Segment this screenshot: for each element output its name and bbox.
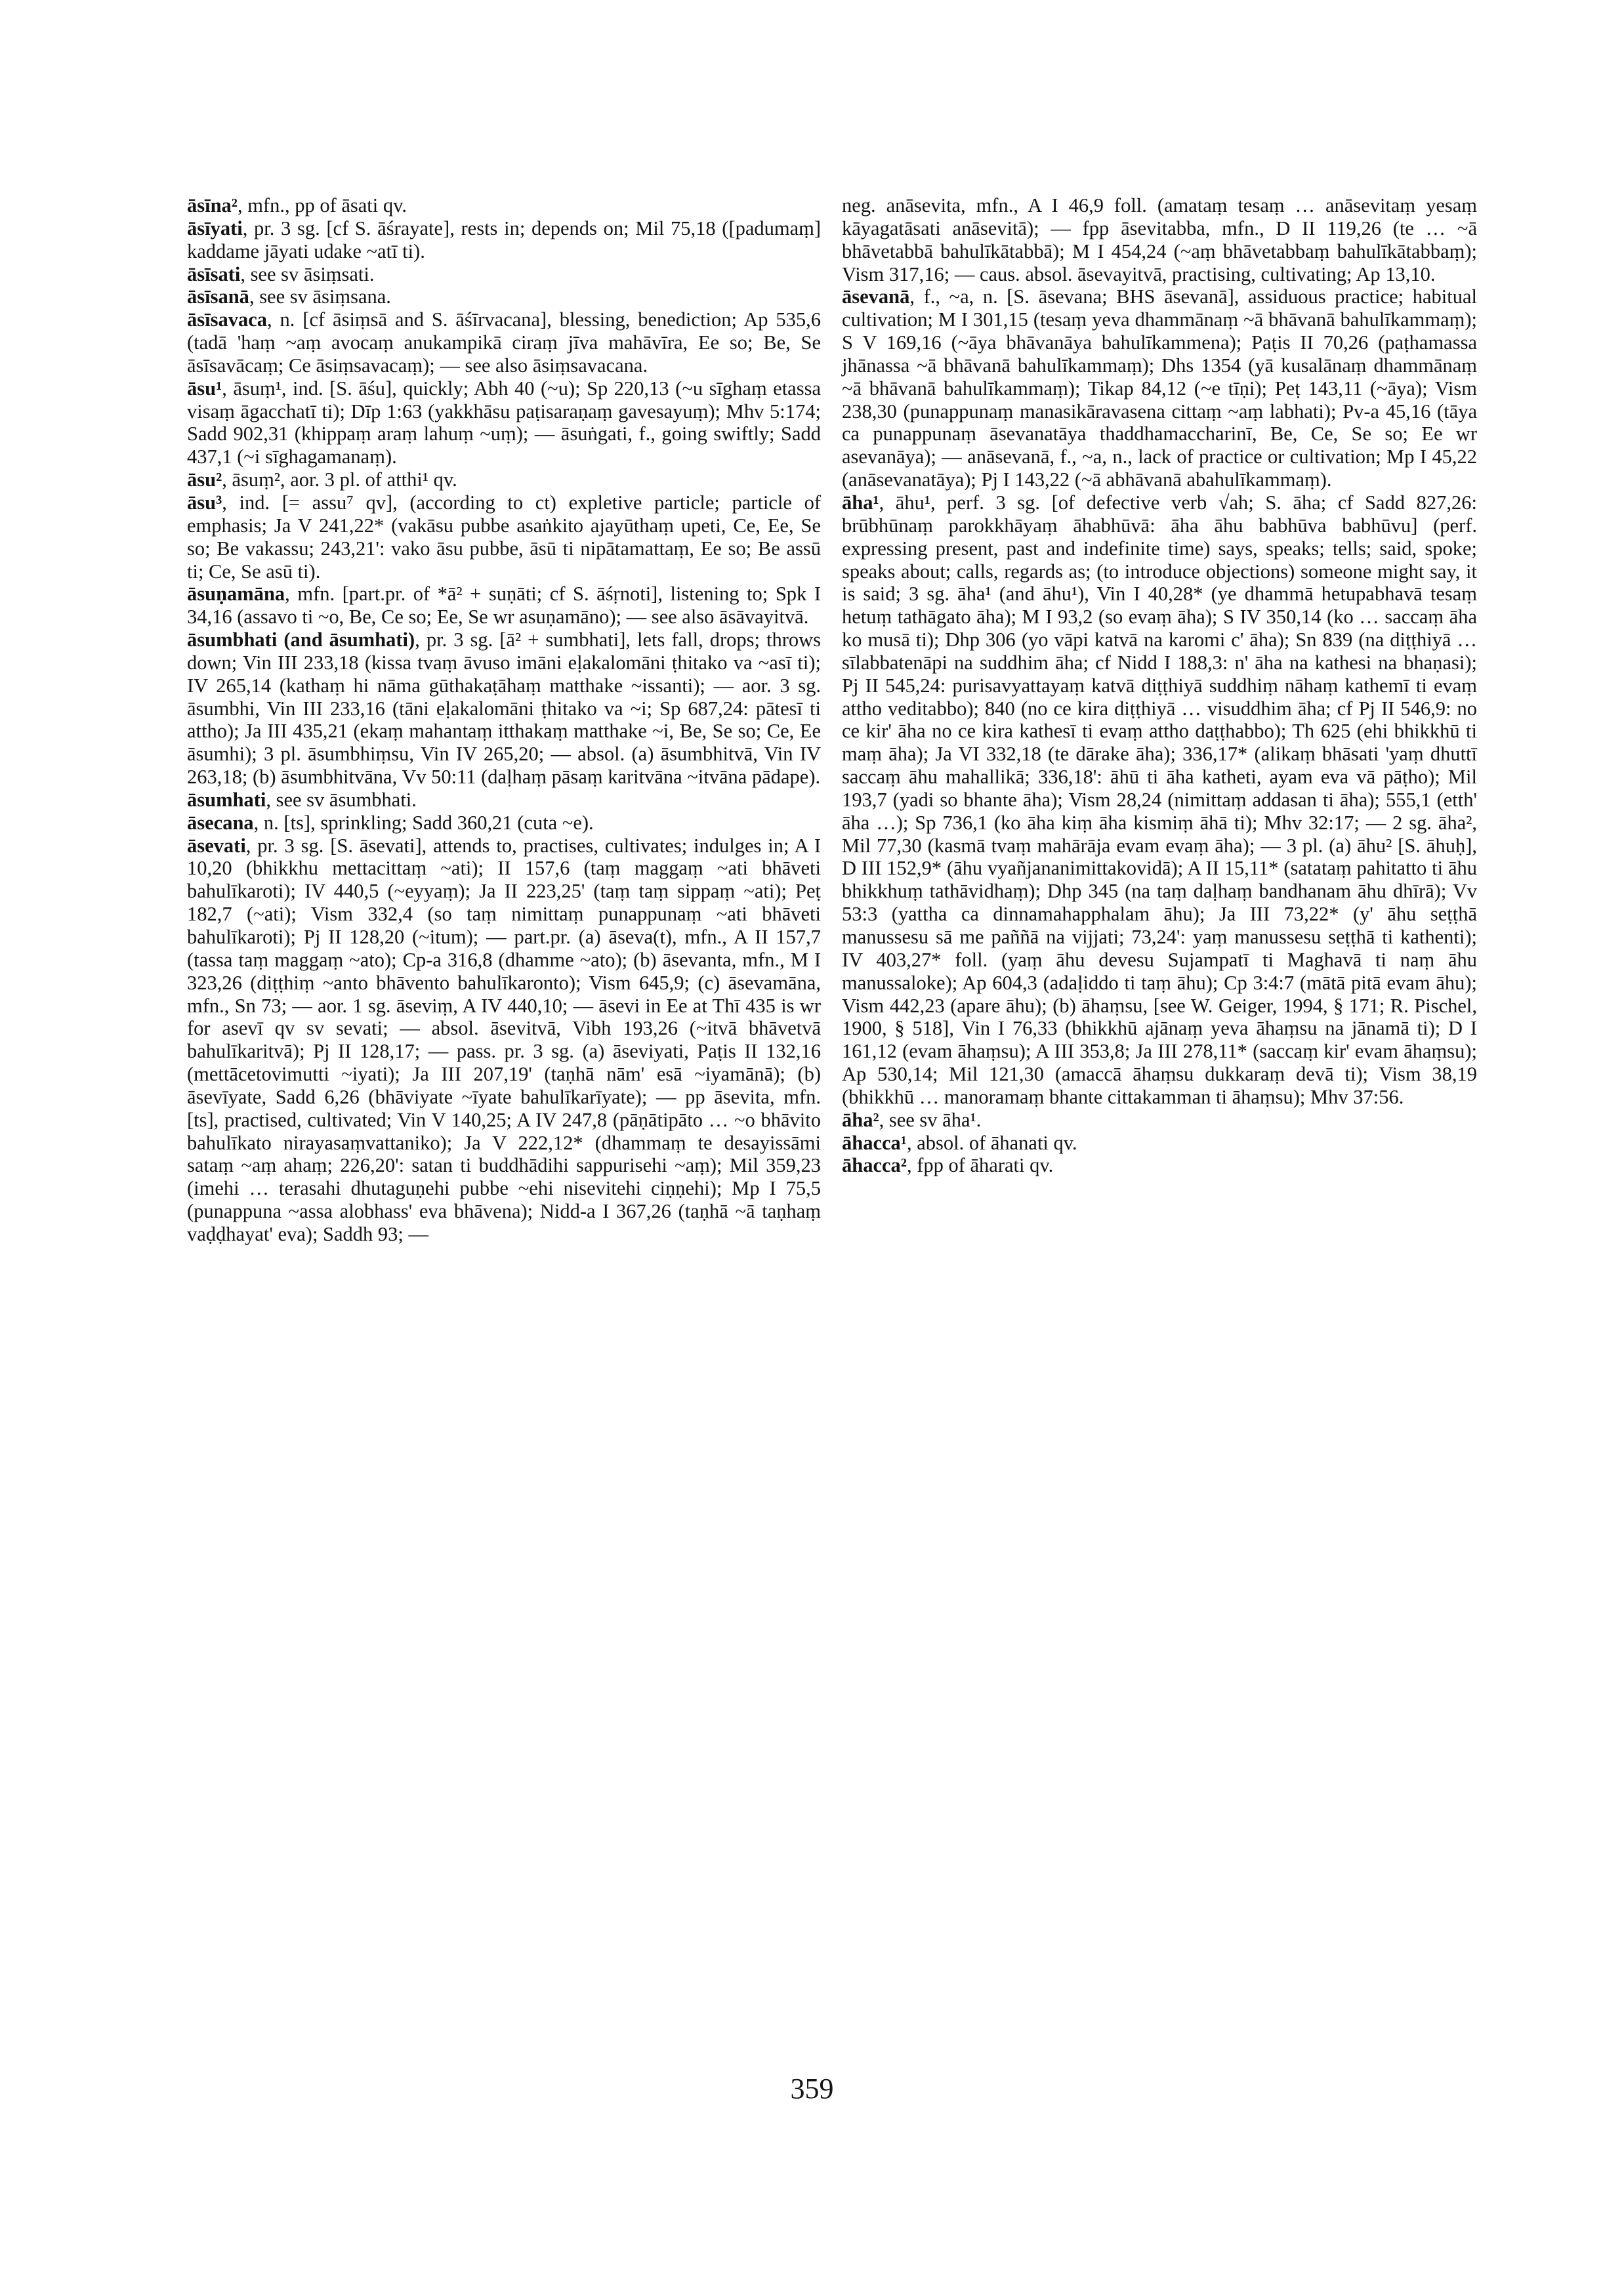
headword: āsuṇamāna	[187, 583, 285, 606]
dictionary-entry: āsu², āsuṃ², aor. 3 pl. of atthi¹ qv.	[187, 468, 457, 491]
headword: āsu²	[187, 468, 222, 491]
dictionary-entry: āsecana, n. [ts], sprinkling; Sadd 360,21 (cuta ~e).	[187, 811, 594, 834]
dictionary-entry: āsu³, ind. [= assu⁷ qv], (according to ct) expletive particle; particle of emphasis; Ja V 241,22* (vakāsu pubbe asaṅkito ajayūthaṃ upeti, Ce, Ee, Se so; Be vakassu; 243,21': vako āsu pubbe, āsū ti nipātamattaṃ, Ee so; Be assū ti; Ce, Se asū ti).	[187, 491, 821, 583]
headword: āsumhati	[187, 788, 266, 811]
headword: āsīsanā	[187, 285, 249, 308]
dictionary-entry: āha², see sv āha¹.	[842, 1108, 982, 1131]
headword: āsu³	[187, 491, 222, 514]
headword: āha²	[842, 1108, 879, 1131]
dictionary-entry: āsu¹, āsuṃ¹, ind. [S. āśu], quickly; Abh 40 (~u); Sp 220,13 (~u sīghaṃ etassa visaṃ āgacchatī ti); Dīp 1:63 (yakkhāsu paṭisaraṇaṃ gavesayuṃ); Mhv 5:174; Sadd 902,31 (khippaṃ araṃ lahuṃ ~uṃ); — āsuṅgati, f., going swiftly; Sadd 437,1 (~i sīghagamanaṃ).	[187, 377, 821, 468]
dictionary-entry: āhacca¹, absol. of āhanati qv.	[842, 1131, 1077, 1154]
dictionary-entry: āsīsavaca, n. [cf āsiṃsā and S. āśīrvacana], blessing, benediction; Ap 535,6 (tadā 'haṃ ~aṃ avocaṃ anukampikā ciraṃ jīva mahāvīra, Ee so; Be, Se āsīsavācaṃ; Ce āsiṃsavacaṃ); — see also āsiṃsavacana.	[187, 308, 821, 377]
dictionary-entry: āsevati, pr. 3 sg. [S. āsevati], attends to, practises, cultivates; indulges in; A I 10,20 (bhikkhu mettacittaṃ ~ati); II 157,6 (taṃ maggaṃ ~ati bhāveti bahulīkaroti); IV 440,5 (~eyyaṃ); Ja II 223,25' (taṃ taṃ sippaṃ ~ati); Peṭ 182,7 (~ati); Vism 332,4 (so taṃ nimittaṃ punappunaṃ ~ati bhāveti bahulīkaroti); Pj II 128,20 (~itum); — part.pr. (a) āseva(t), mfn., A II 157,7 (tassa taṃ maggaṃ ~ato); Cp-a 316,8 (dhamme ~ato); (b) āsevanta, mfn., M I 323,26 (diṭṭhiṃ ~anto bhāvento bahulīkaronto); Vism 645,9; (c) āsevamāna, mfn., Sn 73; — aor. 1 sg. āseviṃ, A IV 440,10; — āsevi in Ee at Thī 435 is wr for asevī qv sv sevati; — absol. āsevitvā, Vibh 193,26 (~itvā bhāvetvā bahulīkaritvā); Pj II 128,17; — pass. pr. 3 sg. (a) āseviyati, Paṭis II 132,16 (mettācetovimutti ~iyati); Ja III 207,19' (taṇhā nām' esā ~iyamānā); (b) āsevīyate, Sadd 6,26 (bhāviyate ~īyate bahulīkarīyate); — pp āsevita, mfn. [ts], practised, cultivated; Vin V 140,25; A IV 247,8 (pāṇātipāto … ~o bhāvito bahulīkato nirayasaṃvattaniko); Ja V 222,12* (dhammaṃ te desayissāmi sataṃ ~aṃ ahaṃ; 226,20': satan ti buddhādihi sappurisehi ~aṃ); Mil 359,23 (imehi … terasahi dhutaguṇehi pubbe ~ehi nisevitehi ciṇṇehi); Mp I 75,5 (punappuna ~assa alobhass' eva bhāvena); Nidd-a I 367,26 (taṇhā ~ā taṇhaṃ vaḍḍhayat' eva); Saddh 93; —	[187, 834, 821, 1245]
dictionary-entry: āhacca², fpp of āharati qv.	[842, 1154, 1054, 1177]
headword: āha¹	[842, 491, 879, 514]
dictionary-entry: āsīsati, see sv āsiṃsati.	[187, 262, 375, 285]
right-column	[842, 194, 1477, 1177]
dictionary-entry: āsumbhati (and āsumhati), pr. 3 sg. [ā² + sumbhati], lets fall, drops; throws down; Vin III 233,18 (kissa tvaṃ āvuso imāni eḷakalomāni ṭhitako va ~asī ti); IV 265,14 (kathaṃ hi nāma gūthakaṭāhaṃ matthake ~issanti); — aor. 3 sg. āsumbhi, Vin III 233,16 (tāni eḷakalomāni ṭhitako va ~i; Sp 687,24: pātesī ti attho); Ja III 435,21 (ekaṃ mahantaṃ itthakaṃ matthake ~i, Be, Se so; Ce, Ee āsumhi); 3 pl. āsumbhiṃsu, Vin IV 265,20; — absol. (a) āsumbhitvā, Vin IV 263,18; (b) āsumbhitvāna, Vv 50:11 (daḷhaṃ pāsaṃ karitvāna ~itvāna pādape).	[187, 629, 822, 789]
headword: āsīsavaca	[187, 308, 267, 331]
headword: āsu¹	[187, 377, 222, 400]
page-number: 359	[790, 2073, 834, 2105]
dictionary-entry: āsevanā, f., ~a, n. [S. āsevana; BHS āsevanā], assiduous practice; habitual cultivation; M I 301,15 (tesaṃ yeva dhammānaṃ ~ā bhāvanā bahulīkammaṃ); S V 169,16 (~āya bhāvanāya bahulīkammena); Paṭis II 70,26 (paṭhamassa jhānassa ~ā bhāvanā bahulīkammaṃ); Dhs 1354 (yā kusalānaṃ dhammānaṃ ~ā bhāvanā bahulīkammaṃ); Tikap 84,12 (~e tīṇi); Peṭ 143,11 (~āya); Vism 238,30 (punappunaṃ manasikāravasena cittaṃ ~aṃ labhati); Pv-a 45,16 (tāya ca punappunaṃ āsevanatāya thaddhamaccharinī, Be, Ce, Se so; Ee wr asevanāya); — anāsevanā, f., ~a, n., lack of practice or cultivation; Mp I 45,22 (anāsevanatāya); Pj I 143,22 (~ā abhāvanā abahulīkammaṃ).	[842, 285, 1477, 491]
headword: āsīyati	[187, 217, 243, 239]
dictionary-entry: āsuṇamāna, mfn. [part.pr. of *ā² + suṇāti; cf S. āśṛnoti], listening to; Spk I 34,16 (assavo ti ~o, Be, Ce so; Ee, Se wr asuṇamāno); — see also āsāvayitvā.	[187, 583, 821, 629]
headword: āsīsati	[187, 262, 241, 285]
headword: āhacca¹	[842, 1131, 907, 1154]
dictionary-entry: āsīsanā, see sv āsiṃsana.	[187, 285, 391, 308]
headword: āsīna²	[187, 194, 238, 217]
dictionary-entry: āsīna², mfn., pp of āsati qv.	[187, 194, 407, 217]
headword: āsumbhati (and āsumhati)	[187, 629, 415, 651]
dictionary-entry: āsīyati, pr. 3 sg. [cf S. āśrayate], rests in; depends on; Mil 75,18 ([padumaṃ] kaddame jāyati udake ~atī ti).	[187, 217, 821, 262]
headword: āhacca²	[842, 1154, 907, 1177]
headword: āsevanā	[842, 285, 910, 308]
headword: āsecana	[187, 811, 254, 834]
headword: āsevati	[187, 834, 246, 857]
dictionary-entry: neg. anāsevita, mfn., A I 46,9 foll. (amataṃ tesaṃ … anāsevitaṃ yesaṃ kāyagatāsati anāsevitā); — fpp āsevitabba, mfn., D II 119,26 (te … ~ā bhāvetabbā bahulīkātabbā); M I 454,24 (~aṃ bhāvetabbaṃ bahulīkātabbaṃ); Vism 317,16; — caus. absol. āsevayitvā, practising, cultivating; Ap 13,10.	[842, 194, 1477, 285]
dictionary-entry: āsumhati, see sv āsumbhati.	[187, 788, 417, 811]
left-column	[187, 194, 821, 1246]
dictionary-entry: āha¹, āhu¹, perf. 3 sg. [of defective verb √ah; S. āha; cf Sadd 827,26: brūbhūnaṃ parokkhāyaṃ āhabhūvā: āha āhu babhūva babhūvu] (perf. expressing present, past and indefinite time) says, speaks; tells; said, spoke; speaks about; calls, regards as; (to introduce objections) someone might say, it is said; 3 sg. āha¹ (and āhu¹), Vin I 40,28* (ye dhammā hetupabhavā tesaṃ hetuṃ tathāgato āha); M I 93,2 (so evaṃ āha); S IV 350,14 (ko … saccaṃ āha ko musā ti); Dhp 306 (yo vāpi katvā na karomi c' āha); Sn 839 (na diṭṭhiyā … sīlabbatenāpi na suddhim āha; cf Nidd I 188,3: n' āha na kathesi na bhaṇasi); Pj II 545,24: purisavyattayaṃ katvā diṭṭhiyā suddhiṃ nāhaṃ kathemī ti evaṃ attho veditabbo); 840 (no ce kira diṭṭhiyā … visuddhim āha; cf Pj II 546,9: no ce kir' āha no ce kira kathesī ti evaṃ attho daṭṭhabbo); Th 625 (ehi bhikkhū ti maṃ āha); Ja VI 332,18 (te dārake āha); 336,17* (alikaṃ bhāsati 'yaṃ dhuttī saccaṃ āhu mahallikā; 336,18': āhū ti āha katheti, ayam eva vā pāṭho); Mil 193,7 (yadi so bhante āha); Vism 28,24 (nimittaṃ addasan ti āha); 555,1 (etth' āha …); Sp 736,1 (ko āha kiṃ āha kismiṃ āhā ti); Mhv 32:17; — 2 sg. āha², Mil 77,30 (kasmā tvaṃ mahārāja evam evaṃ āha); — 3 pl. (a) āhu² [S. āhuḥ], D III 152,9* (āhu vyañjananimittakovidā); A II 15,11* (satataṃ pahitatto ti āhu bhikkhuṃ tathāvidhaṃ); Dhp 345 (na taṃ daḷhaṃ bandhanam āhu dhīrā); Vv 53:3 (yattha ca dinnamahapphalam āhu); Ja III 73,22* (y' āhu seṭṭhā manussesu sā me paññā na vijjati; 73,24': yaṃ manussesu seṭṭhā ti kathenti); IV 403,27* foll. (yaṃ āhu devesu Sujampatī ti Maghavā ti naṃ āhu manussaloke); Ap 604,3 (adaḷiddo ti taṃ āhu); Cp 3:4:7 (mātā pitā evam āhu); Vism 442,23 (apare āhu); (b) āhaṃsu, [see W. Geiger, 1994, § 171; R. Pischel, 1900, § 518], Vin I 76,33 (bhikkhū ajānaṃ yeva āhaṃsu na jānamā ti); D I 161,12 (evam āhaṃsu); A III 353,8; Ja III 278,11* (saccaṃ kir' evam āhaṃsu); Ap 530,14; Mil 121,30 (amaccā āhaṃsu dukkaraṃ devā ti); Vism 38,19 (bhikkhū … manoramaṃ bhante cittakamman ti āhaṃsu); Mhv 37:56.	[842, 491, 1477, 1108]
